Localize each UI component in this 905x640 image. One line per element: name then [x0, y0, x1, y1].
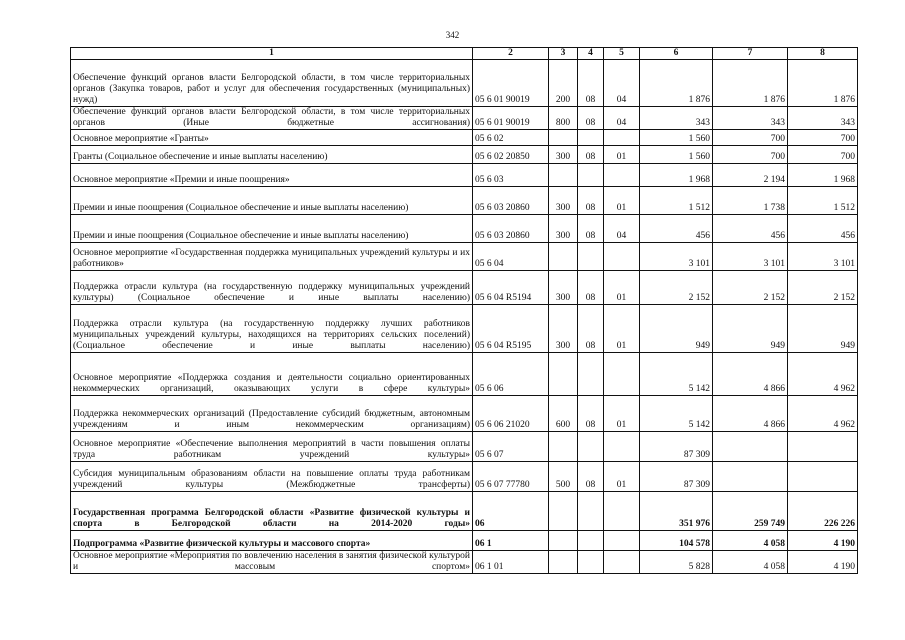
table-row — [71, 271, 858, 305]
code-cell: 05 6 02 20850 — [473, 146, 549, 164]
amount-col8-cell — [788, 462, 858, 492]
description-cell: Подпрограмма «Развитие физической культуры и массового спорта» — [71, 531, 473, 551]
code-cell: 05 6 01 90019 — [473, 60, 549, 107]
column-header: 5 — [604, 48, 640, 60]
section-cell — [578, 243, 604, 271]
amount-col6-cell: 456 — [640, 215, 713, 243]
amount-col7-cell — [713, 462, 788, 492]
description-cell: Поддержка некоммерческих организаций (Предоставление субсидий бюджетным, автономным учреждениям и иным некоммерческим организациям) — [71, 396, 473, 432]
amount-col6-cell: 5 828 — [640, 551, 713, 574]
section-cell — [578, 130, 604, 146]
code-cell: 05 6 04 R5194 — [473, 271, 549, 305]
expense-type-cell: 500 — [549, 462, 578, 492]
section-cell — [578, 164, 604, 187]
table-row — [71, 492, 858, 531]
amount-col7-cell: 1 876 — [713, 60, 788, 107]
subsection-cell: 01 — [604, 187, 640, 215]
description-cell: Государственная программа Белгородской области «Развитие физической культуры и спорта в Белгородской области на 2014-2020 годы» — [71, 492, 473, 531]
table-row — [71, 164, 858, 187]
code-cell: 05 6 03 20860 — [473, 187, 549, 215]
amount-col6-cell: 1 560 — [640, 130, 713, 146]
subsection-cell — [604, 492, 640, 531]
description-cell: Премии и иные поощрения (Социальное обеспечение и иные выплаты населению) — [71, 187, 473, 215]
table-row — [71, 305, 858, 353]
expense-type-cell: 300 — [549, 146, 578, 164]
amount-col6-cell: 87 309 — [640, 462, 713, 492]
code-cell: 05 6 06 21020 — [473, 396, 549, 432]
amount-col8-cell: 949 — [788, 305, 858, 353]
table-row — [71, 551, 858, 574]
page-number: 342 — [445, 30, 460, 40]
expense-type-cell — [549, 243, 578, 271]
expense-type-cell: 300 — [549, 305, 578, 353]
description-cell: Обеспечение функций органов власти Белгородской области, в том числе территориальных органов (Закупка товаров, работ и услуг для обеспечения государственных (муниципальных) нужд) — [71, 60, 473, 107]
section-cell — [578, 353, 604, 396]
amount-col6-cell: 351 976 — [640, 492, 713, 531]
expense-type-cell: 800 — [549, 107, 578, 130]
table-row — [71, 146, 858, 164]
column-header: 7 — [713, 48, 788, 60]
amount-col7-cell — [713, 432, 788, 462]
amount-col6-cell: 87 309 — [640, 432, 713, 462]
subsection-cell — [604, 551, 640, 574]
table-row — [71, 215, 858, 243]
expense-type-cell — [549, 353, 578, 396]
subsection-cell — [604, 243, 640, 271]
table-row — [71, 396, 858, 432]
subsection-cell — [604, 130, 640, 146]
amount-col8-cell — [788, 432, 858, 462]
code-cell: 06 — [473, 492, 549, 531]
section-cell — [578, 551, 604, 574]
description-cell: Основное мероприятие «Гранты» — [71, 130, 473, 146]
section-cell: 08 — [578, 146, 604, 164]
description-cell: Основное мероприятие «Мероприятия по вовлечению населения в занятия физической культурой и массовым спортом» — [71, 551, 473, 574]
table-row — [71, 130, 858, 146]
description-cell: Основное мероприятие «Премии и иные поощрения» — [71, 164, 473, 187]
amount-col8-cell: 3 101 — [788, 243, 858, 271]
code-cell: 05 6 04 R5195 — [473, 305, 549, 353]
expense-type-cell: 300 — [549, 215, 578, 243]
code-cell: 05 6 02 — [473, 130, 549, 146]
description-cell: Поддержка отрасли культура (на государственную поддержку лучших работников муниципальных учреждений культуры, находящихся на территориях сельских поселений) (Социальное обеспечение и иные выплаты населению) — [71, 305, 473, 353]
column-header: 8 — [788, 48, 858, 60]
amount-col7-cell: 4 058 — [713, 531, 788, 551]
amount-col7-cell: 456 — [713, 215, 788, 243]
amount-col8-cell: 1 876 — [788, 60, 858, 107]
code-cell: 06 1 — [473, 531, 549, 551]
table-header-row — [71, 48, 858, 60]
section-cell: 08 — [578, 60, 604, 107]
amount-col6-cell: 343 — [640, 107, 713, 130]
code-cell: 06 1 01 — [473, 551, 549, 574]
amount-col7-cell: 4 058 — [713, 551, 788, 574]
subsection-cell: 01 — [604, 396, 640, 432]
code-cell: 05 6 01 90019 — [473, 107, 549, 130]
section-cell: 08 — [578, 187, 604, 215]
section-cell: 08 — [578, 215, 604, 243]
description-cell: Основное мероприятие «Обеспечение выполнения мероприятий в части повышения оплаты труда работникам учреждений культуры» — [71, 432, 473, 462]
amount-col6-cell: 2 152 — [640, 271, 713, 305]
amount-col8-cell: 700 — [788, 130, 858, 146]
expense-type-cell — [549, 130, 578, 146]
amount-col7-cell: 259 749 — [713, 492, 788, 531]
section-cell: 08 — [578, 271, 604, 305]
expense-type-cell: 300 — [549, 271, 578, 305]
description-cell: Гранты (Социальное обеспечение и иные выплаты населению) — [71, 146, 473, 164]
description-cell: Обеспечение функций органов власти Белгородской области, в том числе территориальных органов (Иные бюджетные ассигнования) — [71, 107, 473, 130]
subsection-cell — [604, 353, 640, 396]
expense-type-cell: 600 — [549, 396, 578, 432]
amount-col7-cell: 949 — [713, 305, 788, 353]
amount-col8-cell: 226 226 — [788, 492, 858, 531]
section-cell — [578, 492, 604, 531]
amount-col8-cell: 4 190 — [788, 551, 858, 574]
amount-col8-cell: 1 968 — [788, 164, 858, 187]
amount-col6-cell: 5 142 — [640, 396, 713, 432]
expense-type-cell — [549, 531, 578, 551]
amount-col7-cell: 343 — [713, 107, 788, 130]
table-row — [71, 107, 858, 130]
expense-type-cell: 300 — [549, 187, 578, 215]
description-cell: Премии и иные поощрения (Социальное обеспечение и иные выплаты населению) — [71, 215, 473, 243]
table-row — [71, 187, 858, 215]
code-cell: 05 6 06 — [473, 353, 549, 396]
amount-col7-cell: 700 — [713, 146, 788, 164]
subsection-cell — [604, 164, 640, 187]
column-header: 1 — [71, 48, 473, 60]
amount-col6-cell: 1 512 — [640, 187, 713, 215]
table-row — [71, 353, 858, 396]
table-row — [71, 531, 858, 551]
amount-col7-cell: 1 738 — [713, 187, 788, 215]
amount-col6-cell: 1 560 — [640, 146, 713, 164]
expense-type-cell — [549, 551, 578, 574]
column-header: 4 — [578, 48, 604, 60]
expense-type-cell — [549, 492, 578, 531]
amount-col7-cell: 3 101 — [713, 243, 788, 271]
subsection-cell: 01 — [604, 271, 640, 305]
code-cell: 05 6 04 — [473, 243, 549, 271]
amount-col8-cell: 700 — [788, 146, 858, 164]
amount-col6-cell: 5 142 — [640, 353, 713, 396]
subsection-cell — [604, 531, 640, 551]
amount-col8-cell: 4 962 — [788, 396, 858, 432]
subsection-cell: 01 — [604, 462, 640, 492]
table-body — [71, 60, 858, 574]
code-cell: 05 6 07 77780 — [473, 462, 549, 492]
expense-type-cell — [549, 432, 578, 462]
expense-type-cell — [549, 164, 578, 187]
column-header: 2 — [473, 48, 549, 60]
column-header: 3 — [549, 48, 578, 60]
table-row — [71, 243, 858, 271]
amount-col6-cell: 1 876 — [640, 60, 713, 107]
budget-table — [70, 47, 858, 574]
subsection-cell — [604, 432, 640, 462]
column-header: 6 — [640, 48, 713, 60]
amount-col7-cell: 2 152 — [713, 271, 788, 305]
amount-col6-cell: 104 578 — [640, 531, 713, 551]
amount-col7-cell: 4 866 — [713, 396, 788, 432]
code-cell: 05 6 03 20860 — [473, 215, 549, 243]
section-cell: 08 — [578, 396, 604, 432]
description-cell: Субсидия муниципальным образованиям области на повышение оплаты труда работникам учреждений культуры (Межбюджетные трансферты) — [71, 462, 473, 492]
subsection-cell: 04 — [604, 60, 640, 107]
amount-col8-cell: 456 — [788, 215, 858, 243]
section-cell: 08 — [578, 462, 604, 492]
description-cell: Основное мероприятие «Государственная поддержка муниципальных учреждений культуры и их работников» — [71, 243, 473, 271]
amount-col8-cell: 4 190 — [788, 531, 858, 551]
amount-col6-cell: 949 — [640, 305, 713, 353]
expense-type-cell: 200 — [549, 60, 578, 107]
code-cell: 05 6 07 — [473, 432, 549, 462]
section-cell: 08 — [578, 305, 604, 353]
amount-col6-cell: 3 101 — [640, 243, 713, 271]
section-cell — [578, 432, 604, 462]
subsection-cell: 04 — [604, 107, 640, 130]
amount-col8-cell: 1 512 — [788, 187, 858, 215]
subsection-cell: 01 — [604, 305, 640, 353]
amount-col6-cell: 1 968 — [640, 164, 713, 187]
section-cell — [578, 531, 604, 551]
subsection-cell: 01 — [604, 146, 640, 164]
description-cell: Поддержка отрасли культура (на государственную поддержку муниципальных учреждений культуры) (Социальное обеспечение и иные выплаты населению) — [71, 271, 473, 305]
table-row — [71, 432, 858, 462]
code-cell: 05 6 03 — [473, 164, 549, 187]
table-row — [71, 60, 858, 107]
amount-col8-cell: 343 — [788, 107, 858, 130]
amount-col7-cell: 4 866 — [713, 353, 788, 396]
amount-col8-cell: 2 152 — [788, 271, 858, 305]
section-cell: 08 — [578, 107, 604, 130]
table-row — [71, 462, 858, 492]
amount-col8-cell: 4 962 — [788, 353, 858, 396]
subsection-cell: 04 — [604, 215, 640, 243]
description-cell: Основное мероприятие «Поддержка создания и деятельности социально ориентированных некоммерческих организаций, оказывающих услуги в сфере культуры» — [71, 353, 473, 396]
amount-col7-cell: 2 194 — [713, 164, 788, 187]
amount-col7-cell: 700 — [713, 130, 788, 146]
